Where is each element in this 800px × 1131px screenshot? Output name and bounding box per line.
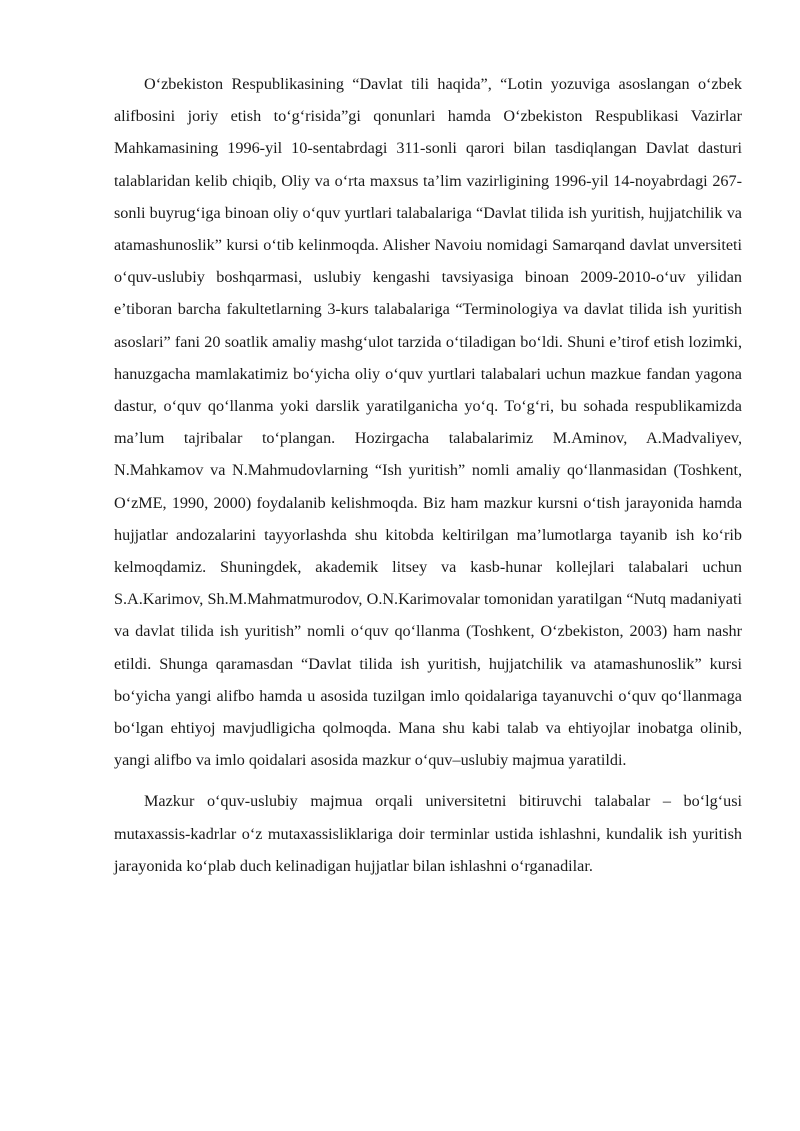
document-page bbox=[114, 68, 742, 882]
paragraph-2: Mazkur o‘quv-uslubiy majmua orqali universitetni bitiruvchi talabalar – bo‘lg‘usi mutaxassis-kadrlar o‘z mutaxassisliklariga doir terminlar ustida ishlashni, kundalik ish yuritish jarayonida ko‘plab duch kelinadigan hujjatlar bilan ishlashni o‘rganadilar. bbox=[114, 792, 742, 875]
paragraph-1: O‘zbekiston Respublikasining “Davlat tili haqida”, “Lotin yozuviga asoslangan o‘zbek alifbosini joriy etish to‘g‘risida”gi qonunlari hamda O‘zbekiston Respublikasi Vazirlar Mahkamasining 1996-yil 10-sentabrdagi 311-sonli qarori bilan tasdiqlangan Davlat dasturi talablaridan kelib chiqib, Oliy va o‘rta maxsus ta’lim vazirligining 1996-yil 14-noyabrdagi 267-sonli buyrug‘iga binoan oliy o‘quv yurtlari talabalariga “Davlat tilida ish yuritish, hujjatchilik va atamashunoslik” kursi o‘tib kelinmoqda. Alisher Navoiu nomidagi Samarqand davlat unversiteti o‘quv-uslubiy boshqarmasi, uslubiy kengashi tavsiyasiga binoan 2009-2010-o‘uv yilidan e’tiboran barcha fakultetlarning 3-kurs talabalariga “Terminologiya va davlat tilida ish yuritish asoslari” fani 20 soatlik amaliy mashg‘ulot tarzida o‘tiladigan bo‘ldi. Shuni e’tirof etish lozimki, hanuzgacha mamlakatimiz bo‘yicha oliy o‘quv yurtlari talabalari uchun mazkue fandan yagona dastur, o‘quv qo‘llanma yoki darslik yaratilganicha yo‘q. To‘g‘ri, bu sohada respublikamizda ma’lum tajribalar to‘plangan. Hozirgacha talabalarimiz M.Aminov, A.Madvaliyev, N.Mahkamov va N.Mahmudovlarning “Ish yuritish” nomli amaliy qo‘llanmasidan (Toshkent, O‘zME, 1990, 2000) foydalanib kelishmoqda. Biz ham mazkur kursni o‘tish jarayonida hamda hujjatlar andozalarini tayyorlashda shu kitobda keltirilgan ma’lumotlarga tayanib ish ko‘rib kelmoqdamiz. Shuningdek, akademik litsey va kasb-hunar kollejlari talabalari uchun S.A.Karimov, Sh.M.Mahmatmurodov, O.N.Karimovalar tomonidan yaratilgan “Nutq madaniyati va davlat tilida ish yuritish” nomli o‘quv qo‘llanma (Toshkent, O‘zbekiston, 2003) ham nashr etildi. Shunga qaramasdan “Davlat tilida ish yuritish, hujjatchilik va atamashunoslik” kursi bo‘yicha yangi alifbo hamda u asosida tuzilgan imlo qoidalariga tayanuvchi o‘quv qo‘llanmaga bo‘lgan ehtiyoj mavjudligicha qolmoqda. Mana shu kabi talab va ehtiyojlar inobatga olinib, yangi alifbo va imlo qoidalari asosida mazkur o‘quv–uslubiy majmua yaratildi. bbox=[114, 75, 742, 770]
